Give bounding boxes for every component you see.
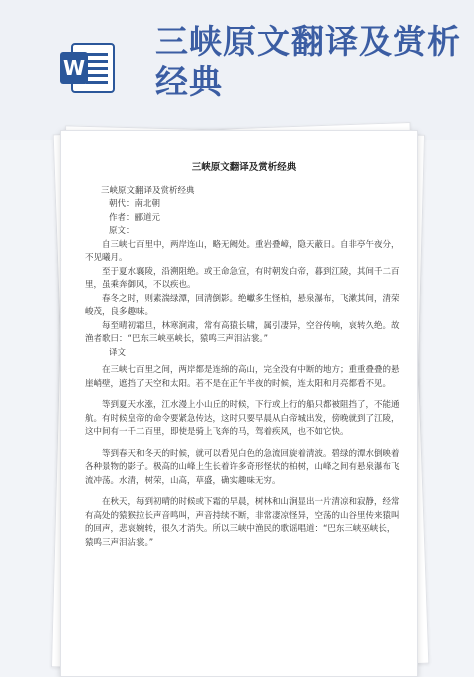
translation-paragraph-3: 等到春天和冬天的时候，就可以看见白色的急流回旋着清波。碧绿的潭水倒映着各种景物的影子。极高的山峰上生长着许多奇形怪状的柏树，山峰之间有悬泉瀑布飞流冲荡。水清，树荣，山高，草盛，确实趣味无穷。 bbox=[85, 448, 400, 486]
doc-line-heading: 三峡原文翻译及赏析经典 bbox=[101, 185, 195, 196]
doc-line-original-label: 原文： bbox=[109, 226, 135, 236]
document-page bbox=[60, 130, 418, 677]
original-paragraph-4: 每至晴初霜旦，林寒涧肃，常有高猿长啸，属引凄异，空谷传响，哀转久绝。故渔者歌曰：“巴东三峡巫峡长，猿鸣三声泪沾裳。” bbox=[85, 320, 400, 344]
translation-paragraph-1: 在三峡七百里之间，两岸都是连绵的高山，完全没有中断的地方；重重叠叠的悬崖峭壁，遮挡了天空和太阳。若不是在正午半夜的时候，连太阳和月亮都看不见。 bbox=[85, 365, 400, 389]
doc-line-author: 作者：郦道元 bbox=[109, 212, 161, 223]
word-icon-letter: W bbox=[62, 56, 86, 80]
doc-line-dynasty: 朝代：南北朝 bbox=[109, 199, 161, 209]
original-paragraph-1: 自三峡七百里中，两岸连山，略无阙处。重岩叠嶂，隐天蔽日。自非亭午夜分，不见曦月。 bbox=[85, 239, 400, 263]
banner-title: 三峡原文翻译及赏析经典 bbox=[155, 22, 461, 101]
original-paragraph-3: 春冬之时，则素湍绿潭，回清倒影。绝巘多生怪柏，悬泉瀑布，飞漱其间，清荣峻茂，良多趣味。 bbox=[85, 293, 400, 317]
translation-paragraph-4: 在秋天，每到初晴的时候或下霜的早晨，树林和山涧显出一片清凉和寂静，经常有高处的猿猴拉长声音鸣叫，声音持续不断，非常凄凉怪异，空荡的山谷里传来猿叫的回声，悲哀婉转，很久才消失。所以三峡中渔民的歌谣唱道：“巴东三峡巫峡长，猿鸣三声泪沾裳。” bbox=[85, 497, 400, 548]
word-icon bbox=[58, 38, 118, 98]
original-paragraph-2: 至于夏水襄陵，沿溯阻绝。或王命急宣，有时朝发白帝，暮到江陵，其间千二百里，虽乘奔御风，不以疾也。 bbox=[85, 266, 400, 290]
doc-line-translation-label: 译文 bbox=[109, 347, 127, 358]
banner bbox=[0, 0, 474, 140]
translation-paragraph-2: 等到夏天水涨，江水漫上小山丘的时候，下行或上行的船只都被阻挡了，不能通航。有时候皇帝的命令要紧急传达，这时只要早晨从白帝城出发，傍晚就到了江陵，这中间有一千二百里，即使是骑上飞奔的马，驾着疾风，也不如它快。 bbox=[85, 400, 400, 437]
document-title: 三峡原文翻译及赏析经典 bbox=[191, 162, 297, 173]
document-body bbox=[85, 161, 403, 550]
